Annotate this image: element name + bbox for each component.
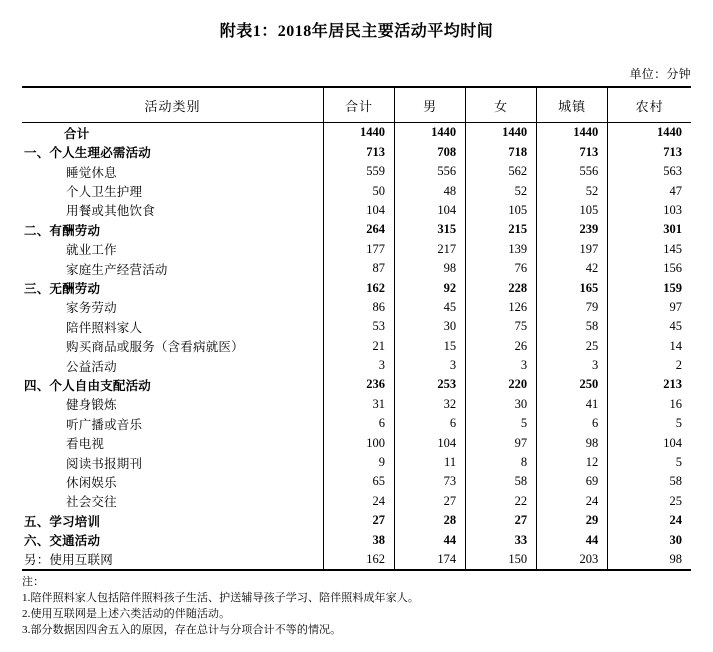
row-value: 30 — [608, 530, 691, 549]
table-container — [22, 86, 691, 571]
page-title: 附表1：2018年居民主要活动平均时间 — [219, 23, 494, 40]
row-value: 236 — [324, 375, 395, 394]
row-value: 105 — [537, 201, 608, 220]
row-value: 41 — [537, 395, 608, 414]
row-value: 6 — [395, 414, 466, 433]
table-row — [22, 511, 691, 530]
row-value: 11 — [395, 453, 466, 472]
table-row — [22, 453, 691, 472]
row-value: 12 — [537, 453, 608, 472]
table-row — [22, 259, 691, 278]
row-value: 156 — [608, 259, 691, 278]
row-value: 42 — [537, 259, 608, 278]
notes-heading: 注： — [22, 576, 45, 589]
row-value: 562 — [466, 162, 537, 181]
row-value: 58 — [608, 472, 691, 491]
row-value: 28 — [395, 511, 466, 530]
row-label: 合计 — [64, 126, 90, 141]
row-value: 253 — [395, 375, 466, 394]
table-row — [22, 220, 691, 239]
row-value: 33 — [466, 530, 537, 549]
row-value: 708 — [395, 143, 466, 162]
row-value: 713 — [537, 143, 608, 162]
row-value: 27 — [466, 511, 537, 530]
row-value: 22 — [466, 492, 537, 511]
table-row — [22, 395, 691, 414]
row-value: 250 — [537, 375, 608, 394]
notes-section — [22, 575, 691, 639]
row-value: 86 — [324, 298, 395, 317]
row-value: 1440 — [395, 123, 466, 143]
row-value: 718 — [466, 143, 537, 162]
row-value: 8 — [466, 453, 537, 472]
row-value: 30 — [466, 395, 537, 414]
row-value: 104 — [395, 201, 466, 220]
column-header-total: 合计 — [324, 87, 395, 123]
header-row — [22, 87, 691, 123]
table-row — [22, 123, 691, 143]
table-row — [22, 433, 691, 452]
row-value: 197 — [537, 240, 608, 259]
row-value: 25 — [608, 492, 691, 511]
row-value: 5 — [608, 414, 691, 433]
activity-time-table — [22, 86, 691, 571]
row-value: 47 — [608, 181, 691, 200]
row-value: 38 — [324, 530, 395, 549]
row-label: 听广播或音乐 — [66, 417, 143, 432]
table-row — [22, 143, 691, 162]
row-value: 65 — [324, 472, 395, 491]
row-value: 1440 — [537, 123, 608, 143]
row-value: 24 — [537, 492, 608, 511]
row-value: 32 — [395, 395, 466, 414]
note-line-1: 1.陪伴照料家人包括陪伴照料孩子生活、护送辅导孩子学习、陪伴照料成年家人。 — [22, 592, 419, 605]
row-label: 五、学习培训 — [24, 514, 101, 529]
row-value: 5 — [466, 414, 537, 433]
row-value: 563 — [608, 162, 691, 181]
row-value: 3 — [395, 356, 466, 375]
row-label: 用餐或其他饮食 — [66, 204, 155, 219]
row-value: 145 — [608, 240, 691, 259]
row-value: 3 — [537, 356, 608, 375]
row-value: 100 — [324, 433, 395, 452]
row-value: 45 — [608, 317, 691, 336]
row-value: 3 — [324, 356, 395, 375]
row-value: 162 — [324, 278, 395, 297]
row-label: 社会交往 — [66, 495, 117, 510]
row-value: 162 — [324, 550, 395, 570]
row-label: 个人卫生护理 — [66, 185, 143, 200]
row-value: 165 — [537, 278, 608, 297]
row-label: 看电视 — [66, 437, 105, 452]
row-value: 75 — [466, 317, 537, 336]
row-value: 150 — [466, 550, 537, 570]
row-label: 陪伴照料家人 — [66, 320, 143, 335]
row-value: 174 — [395, 550, 466, 570]
table-row — [22, 356, 691, 375]
row-value: 177 — [324, 240, 395, 259]
row-value: 53 — [324, 317, 395, 336]
row-value: 79 — [537, 298, 608, 317]
table-row — [22, 201, 691, 220]
row-value: 29 — [537, 511, 608, 530]
row-label: 健身锻炼 — [66, 398, 117, 413]
row-label: 三、无酬劳动 — [24, 282, 101, 296]
row-value: 45 — [395, 298, 466, 317]
row-label: 四、个人自由支配活动 — [24, 378, 152, 393]
row-value: 139 — [466, 240, 537, 259]
row-value: 105 — [466, 201, 537, 220]
row-value: 52 — [466, 181, 537, 200]
row-value: 220 — [466, 375, 537, 394]
row-value: 27 — [324, 511, 395, 530]
row-value: 203 — [537, 550, 608, 570]
row-value: 559 — [324, 162, 395, 181]
row-value: 2 — [608, 356, 691, 375]
row-label: 一、个人生理必需活动 — [24, 146, 152, 161]
table-row — [22, 181, 691, 200]
row-value: 1440 — [608, 123, 691, 143]
row-label: 阅读书报期刊 — [66, 456, 143, 471]
row-value: 6 — [324, 414, 395, 433]
row-value: 1440 — [324, 123, 395, 143]
note-line-3: 3.部分数据因四舍五入的原因，存在总计与分项合计不等的情况。 — [22, 623, 342, 636]
row-value: 52 — [537, 181, 608, 200]
row-value: 239 — [537, 220, 608, 239]
table-row — [22, 414, 691, 433]
row-value: 713 — [608, 143, 691, 162]
row-value: 26 — [466, 336, 537, 355]
row-value: 301 — [608, 220, 691, 239]
row-value: 104 — [324, 201, 395, 220]
table-row — [22, 375, 691, 394]
row-value: 103 — [608, 201, 691, 220]
table-row — [22, 472, 691, 491]
row-value: 44 — [537, 530, 608, 549]
table-row — [22, 278, 691, 297]
row-value: 713 — [324, 143, 395, 162]
row-value: 58 — [466, 472, 537, 491]
row-value: 30 — [395, 317, 466, 336]
column-header-male: 男 — [395, 87, 466, 123]
row-value: 98 — [608, 550, 691, 570]
row-value: 9 — [324, 453, 395, 472]
row-value: 556 — [395, 162, 466, 181]
row-value: 97 — [466, 433, 537, 452]
row-label: 睡觉休息 — [66, 165, 117, 180]
row-value: 264 — [324, 220, 395, 239]
note-line-2: 2.使用互联网是上述六类活动的伴随活动。 — [22, 608, 231, 621]
row-label: 家务劳动 — [66, 301, 117, 316]
row-value: 5 — [608, 453, 691, 472]
row-value: 48 — [395, 181, 466, 200]
row-value: 3 — [466, 356, 537, 375]
row-value: 73 — [395, 472, 466, 491]
row-value: 27 — [395, 492, 466, 511]
unit-label: 单位：分钟 — [629, 67, 691, 82]
row-value: 44 — [395, 530, 466, 549]
row-value: 217 — [395, 240, 466, 259]
row-value: 159 — [608, 278, 691, 297]
row-value: 31 — [324, 395, 395, 414]
row-value: 228 — [466, 278, 537, 297]
row-value: 16 — [608, 395, 691, 414]
row-value: 50 — [324, 181, 395, 200]
row-value: 98 — [537, 433, 608, 452]
column-header-urban: 城镇 — [537, 87, 608, 123]
row-label: 休闲娱乐 — [66, 475, 117, 490]
row-label: 就业工作 — [66, 243, 117, 258]
row-value: 97 — [608, 298, 691, 317]
row-label: 购买商品或服务（含看病就医） — [66, 340, 244, 355]
row-value: 104 — [395, 433, 466, 452]
row-value: 58 — [537, 317, 608, 336]
table-row — [22, 550, 691, 570]
row-label: 二、有酬劳动 — [24, 223, 101, 238]
table-row — [22, 492, 691, 511]
row-value: 92 — [395, 278, 466, 297]
row-value: 98 — [395, 259, 466, 278]
row-label: 六、交通活动 — [24, 534, 101, 549]
table-body — [22, 123, 691, 570]
row-value: 24 — [324, 492, 395, 511]
row-value: 6 — [537, 414, 608, 433]
row-value: 556 — [537, 162, 608, 181]
row-label: 公益活动 — [66, 359, 117, 374]
table-row — [22, 240, 691, 259]
table-header — [22, 87, 691, 123]
row-value: 15 — [395, 336, 466, 355]
row-value: 213 — [608, 375, 691, 394]
column-header-category: 活动类别 — [22, 87, 324, 123]
row-value: 87 — [324, 259, 395, 278]
row-value: 14 — [608, 336, 691, 355]
table-row — [22, 530, 691, 549]
row-value: 215 — [466, 220, 537, 239]
row-value: 21 — [324, 336, 395, 355]
row-value: 25 — [537, 336, 608, 355]
row-value: 24 — [608, 511, 691, 530]
table-row — [22, 336, 691, 355]
table-row — [22, 162, 691, 181]
column-header-rural: 农村 — [608, 87, 691, 123]
row-value: 126 — [466, 298, 537, 317]
row-value: 69 — [537, 472, 608, 491]
table-row — [22, 298, 691, 317]
column-header-female: 女 — [466, 87, 537, 123]
row-value: 104 — [608, 433, 691, 452]
row-value: 76 — [466, 259, 537, 278]
table-row — [22, 317, 691, 336]
row-value: 1440 — [466, 123, 537, 143]
row-label: 家庭生产经营活动 — [66, 262, 168, 277]
row-label: 另：使用互联网 — [22, 550, 324, 570]
row-value: 315 — [395, 220, 466, 239]
